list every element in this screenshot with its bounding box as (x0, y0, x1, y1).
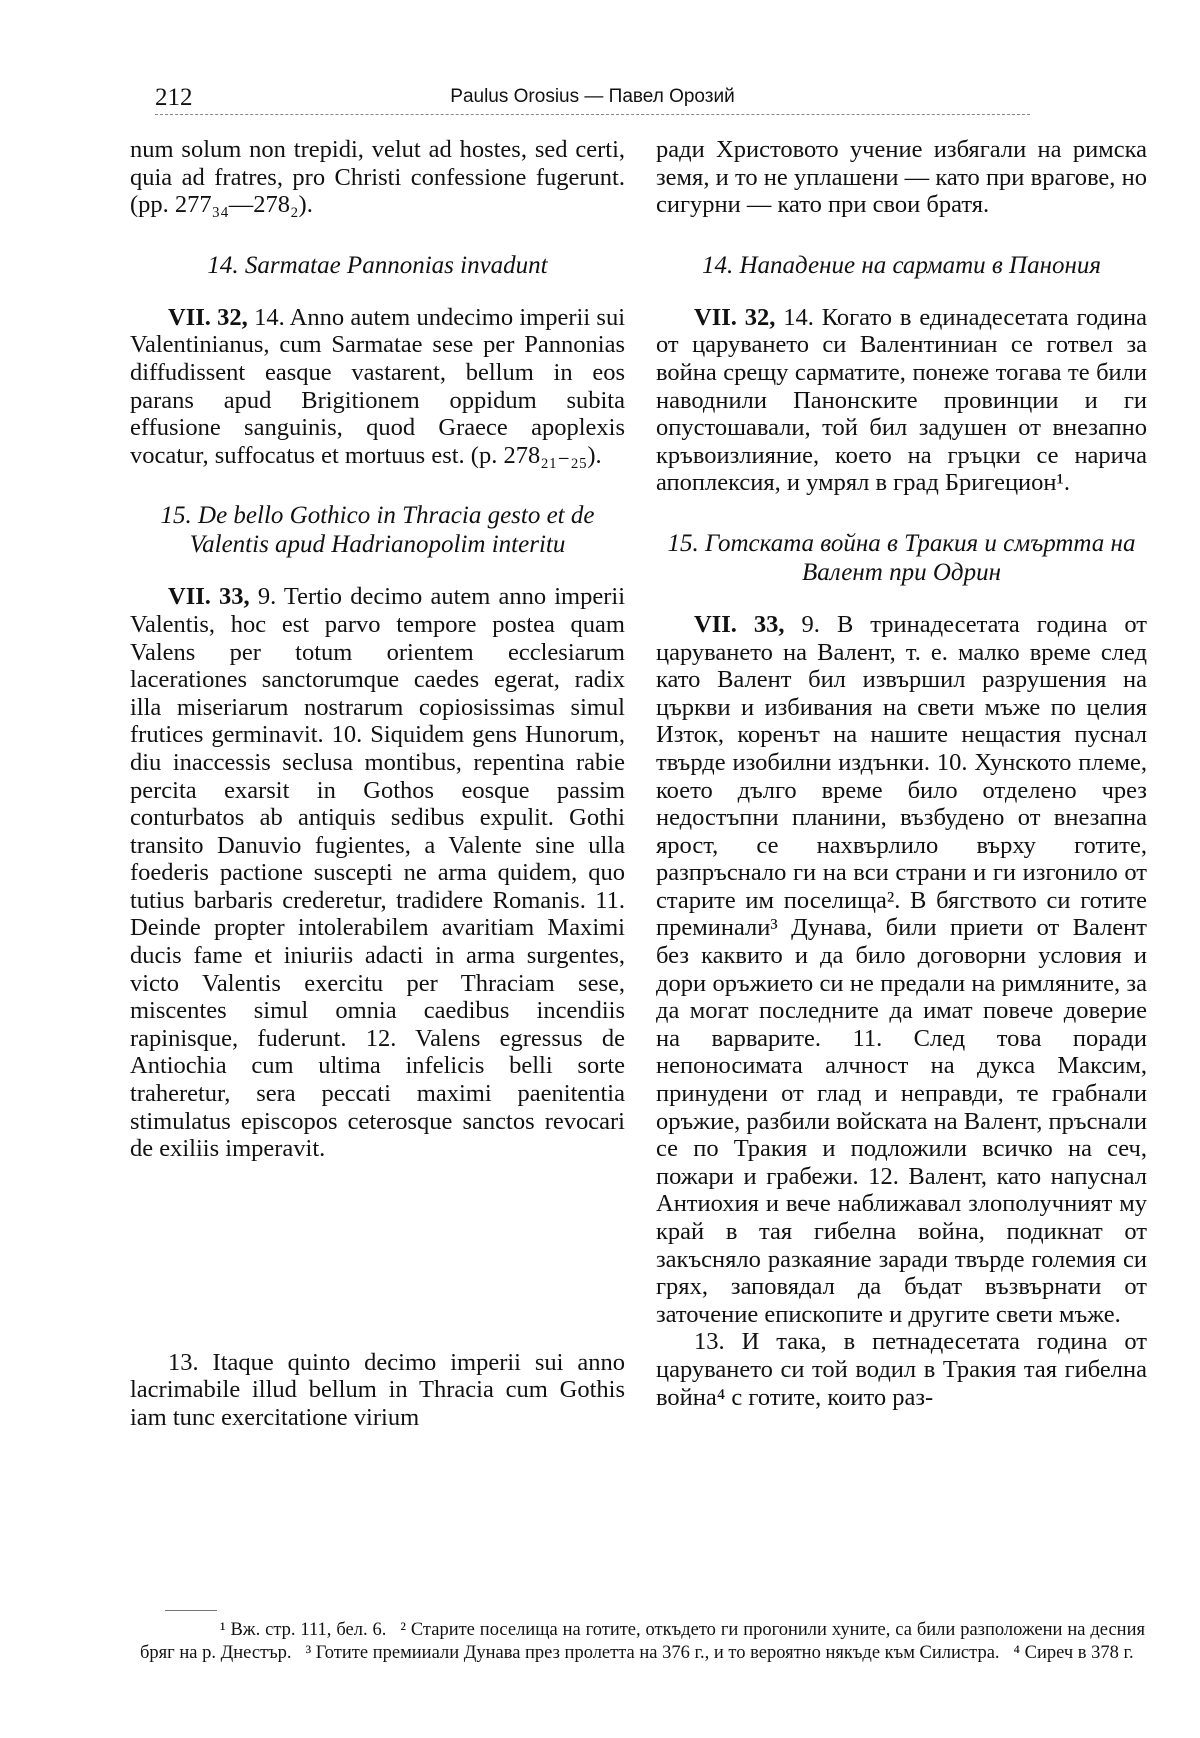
bulgarian-section-15-paragraph (656, 611, 1147, 1328)
footnote-2: ² Старите поселища на готите, откъдето ги прогонили хуните, са били разположени на десния бряг на р. Днестър. (140, 1620, 1145, 1663)
footnote-block (140, 1619, 1145, 1665)
header-rule (155, 114, 1030, 115)
footnote-rule (165, 1610, 217, 1611)
bulgarian-column (656, 136, 1147, 1411)
bulgarian-section-13-paragraph: 13. И така, в петнадесетата година от царуването си той водил в Тракия тая гибелна война⁴ с готите, които раз- (656, 1328, 1147, 1411)
latin-section-15-paragraph (130, 583, 625, 1162)
latin-section-14-text: 14. Anno autem undecimo imperii sui Valentinianus, cum Sarmatae sese per Pannonias diffudissent easque vastarent, bellum in eos parans apud Brigitionem oppidum subita effusione sanguinis, quod Graece apoplexis vocatur, suffocatus et mortuus est. (p. 278₂₁₋₂₅). (130, 303, 626, 469)
bulgarian-section-15-title: 15. Готската война в Тракия и смъртта на Валент при Одрин (667, 529, 1136, 586)
latin-section-15-title: 15. De bello Gothico in Thracia gesto et de Valentis apud Hadrianopolim interitu (160, 502, 595, 559)
bulgarian-section-15-text: 9. В тринадесетата година от царуването на Валент, т. е. малко време след като Валент бил извършил разрушения на църкви и избивания на свети мъже по целия Изток, коренът на нашите нещастия пуснал твърде изобилни издънки. 10. Хунското племе, което дълго време било отделено чрез недостъпни планини, възбудено от внезапна ярост, се нахвърлило върху готите, разпръснало ги на вси страни и ги изгонило от старите им поселища². В бягството си готите преминали³ Дунава, били приети от Валент без каквито и да било договорни условия и дори оръжието си не предали на римляните, за да могат последните да имат повече доверие на варварите. 11. След това поради непоносимата алчност на дукса Максим, принудени от глад и неправди, те грабнали оръжие, разбили войската на Валент, пръснали се по Тракия и подложили всичко на сеч, пожари и грабежи. 12. Валент, като напуснал Антиохия и вече наближавал злополучният му край в тая гибелна война, подикнат от закъсняло разкаяние заради твърде големия си грях, заповядал да бъдат възвърнати от заточение епископите и другите свети мъже. (656, 610, 1147, 1328)
running-title: Paulus Orosius — Павел Орозий (450, 86, 735, 107)
latin-section-15-ref: VII. 33, (168, 583, 250, 611)
latin-section-15-text: 9. Tertio decimo autem anno imperii Valentis, hoc est parvo tempore postea quam Valens per totum orientem ecclesiarum lacerationes sanctorumque caedes egerat, radix illa miseriarum nostrarum copiosissimas simul frutices germinavit. 10. Siquidem gens Hunorum, diu inaccessis seclusa montibus, repentina rabie percita exarsit in Gothos eosque passim conturbatos ab antiquis sedibus expulit. Gothi transito Danuvio fugientes, a Valente sine ulla foederis pactione suscepti ne arma quidem, quo tutius barbaris crederetur, tradidere Romanis. 11. Deinde propter intolerabilem avaritiam Maximi ducis fame et iniuriis adacti in arma surgentes, victo Valentis exercitu per Thraciam sese, miscentes simul omnia caedibus incendiis rapinisque, fuderunt. 12. Valens egressus de Antiochia cum ultima infelicis belli sorte traheretur, sera peccati maximi paenitentia stimulatus episcopos ceterosque sanctos revocari de exiliis imperavit. (130, 583, 625, 1163)
latin-section-14-paragraph (130, 304, 625, 470)
page-header (155, 80, 1030, 116)
bulgarian-intro-paragraph: ради Христовото учение избягали на римска земя, и то не уплашени — като при врагове, но сигурни — като при свои братя. (656, 136, 1147, 219)
latin-section-13-paragraph: 13. Itaque quinto decimo imperii sui anno lacrimabile illud bellum in Thracia cum Gothis iam tunc exercitatione virium (130, 1348, 625, 1431)
bulgarian-section-14-ref: VII. 32, (694, 303, 776, 331)
latin-section-14-ref: VII. 32, (168, 303, 248, 331)
latin-section-14-title: 14. Sarmatae Pannonias invadunt (207, 251, 548, 279)
latin-intro-paragraph: num solum non trepidi, velut ad hostes, sed certi, quia ad fratres, pro Christi confessione fugerunt. (pp. 277₃₄—278₂). (130, 136, 625, 219)
footnotes (140, 1610, 1145, 1665)
bulgarian-section-14-text: 14. Когато в единадесетата година от царуването си Валентиниан се готвел за война срещу сарматите, понеже тогава те били наводнили Панонските провинции и ги опустошавали, той бил задушен от внезапно кръвоизлияние, което на гръцки се нарича апоплексия, и умрял в град Бригецион¹. (656, 303, 1147, 497)
latin-column (130, 136, 625, 1432)
footnote-3: ³ Готите премииали Дунава през пролетта на 376 г., и то вероятно някъде към Силистра. (305, 1643, 1000, 1663)
latin-column-gap (130, 1163, 625, 1349)
bulgarian-section-14-paragraph (656, 304, 1147, 497)
page-number: 212 (155, 84, 193, 111)
footnote-4: ⁴ Сиреч в 378 г. (1013, 1643, 1134, 1663)
footnote-1: ¹ Вж. стр. 111, бел. 6. (220, 1620, 387, 1640)
bulgarian-section-14-title: 14. Нападение на сармати в Панония (701, 251, 1102, 279)
bulgarian-section-15-ref: VII. 33, (694, 610, 785, 638)
